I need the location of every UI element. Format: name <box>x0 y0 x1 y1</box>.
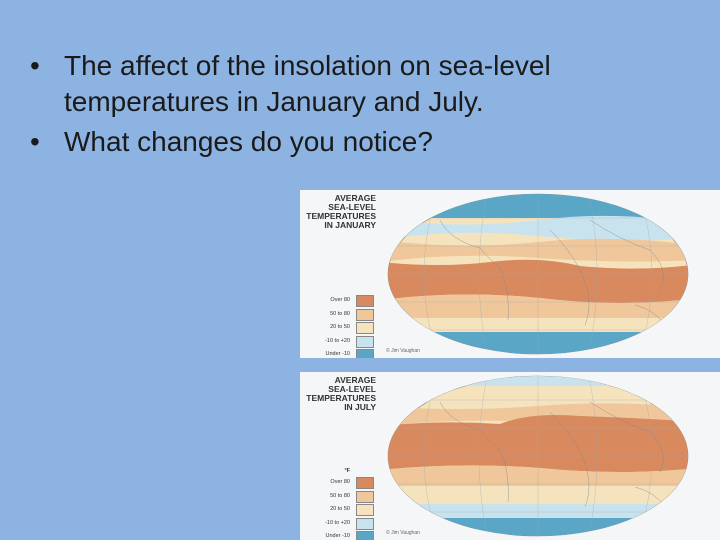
legend-swatch <box>356 531 374 540</box>
legend-unit: °F <box>344 468 350 474</box>
legend-swatch <box>356 477 374 489</box>
map-title-line: SEA-LEVEL <box>328 202 376 212</box>
world-map-january <box>380 190 700 358</box>
bullet-text: What changes do you notice? <box>64 126 433 157</box>
bullet-text: The affect of the insolation on sea-level temperatures in January and July. <box>64 50 551 117</box>
map-title-line: IN JULY <box>344 402 376 412</box>
bullet-item <box>30 124 670 160</box>
map-title-line: TEMPERATURES <box>306 393 376 403</box>
legend-swatch <box>356 504 374 516</box>
bullet-marker: • <box>30 126 40 157</box>
legend-swatch <box>356 336 374 348</box>
legend-swatch <box>356 309 374 321</box>
bullet-item <box>30 48 670 120</box>
map-title-line: TEMPERATURES <box>306 211 376 221</box>
map-title-line: IN JANUARY <box>324 220 376 230</box>
world-map-july <box>380 372 700 540</box>
map-title <box>300 194 376 230</box>
legend-label: Under -10 <box>325 351 350 357</box>
map-title <box>300 376 376 412</box>
legend-swatch <box>356 349 374 358</box>
legend-label: -10 to +20 <box>325 337 350 344</box>
legend-label: 50 to 80 <box>330 310 350 317</box>
map-legend <box>300 468 378 540</box>
map-legend <box>300 294 378 358</box>
legend-swatch <box>356 518 374 530</box>
legend-label: 50 to 80 <box>330 492 350 499</box>
legend-label: Under -10 <box>325 533 350 539</box>
legend-swatch <box>356 295 374 307</box>
map-credit: © Jim Vaughan <box>386 348 420 354</box>
legend-label: 20 to 50 <box>330 506 350 512</box>
map-title-line: AVERAGE <box>334 375 376 385</box>
july-temperature-map <box>300 372 720 540</box>
legend-label: Over 80 <box>330 479 350 485</box>
january-temperature-map <box>300 190 720 358</box>
bullet-list <box>30 48 670 164</box>
legend-label: -10 to +20 <box>325 519 350 526</box>
legend-swatch <box>356 322 374 334</box>
map-title-line: SEA-LEVEL <box>328 384 376 394</box>
map-title-line: AVERAGE <box>334 193 376 203</box>
map-credit: © Jim Vaughan <box>386 530 420 536</box>
bullet-marker: • <box>30 50 40 81</box>
legend-label: 20 to 50 <box>330 324 350 330</box>
legend-swatch <box>356 491 374 503</box>
legend-label: Over 80 <box>330 297 350 303</box>
